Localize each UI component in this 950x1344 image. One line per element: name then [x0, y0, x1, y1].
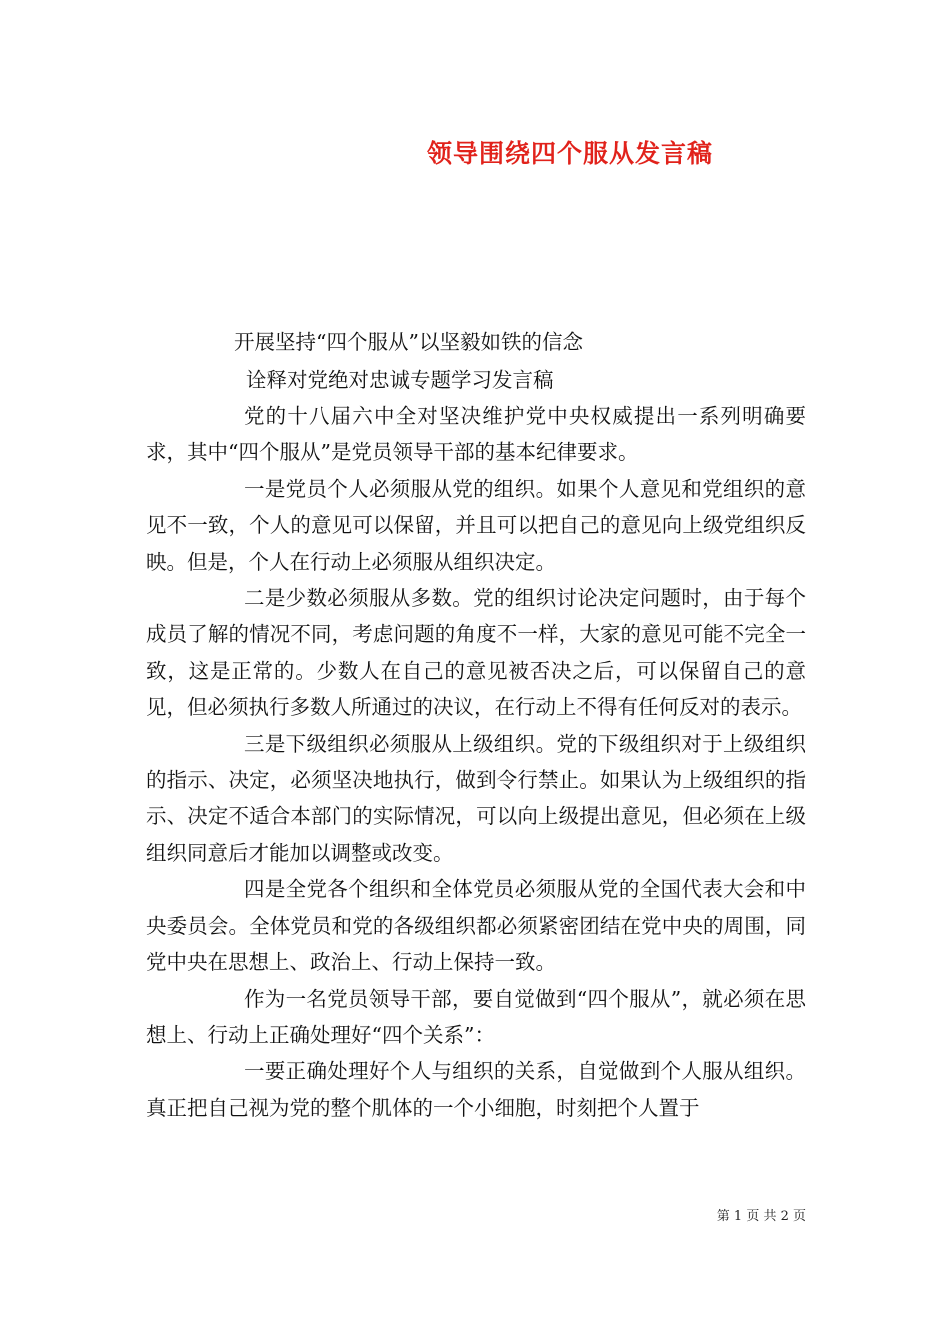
- paragraph-obey-1: 一是党员个人必须服从党的组织。如果个人意见和党组织的意见不一致，个人的意见可以保留，并且可以把自己的意见向上级党组织反映。但是，个人在行动上必须服从组织决定。: [146, 476, 806, 574]
- subtitle-line-1: 开展坚持“四个服从”以坚毅如铁的信念: [234, 330, 583, 354]
- paragraph-obey-3: 三是下级组织必须服从上级组织。党的下级组织对于上级组织的指示、决定，必须坚决地执行，做到令行禁止。如果认为上级组织的指示、决定不适合本部门的实际情况，可以向上级提出意见，但必须在上级组织同意后才能加以调整或改变。: [146, 731, 806, 865]
- subtitle-line-2: 诠释对党绝对忠诚专题学习发言稿: [246, 368, 554, 392]
- paragraph-relation-1: 一要正确处理好个人与组织的关系，自觉做到个人服从组织。真正把自己视为党的整个肌体的一个小细胞，时刻把个人置于: [146, 1059, 806, 1120]
- paragraph-intro: 党的十八届六中全对坚决维护党中央权威提出一系列明确要求，其中“四个服从”是党员领导干部的基本纪律要求。: [146, 404, 806, 465]
- document-title: 领导围绕四个服从发言稿: [426, 139, 713, 168]
- page-number: 第 1 页 共 2 页: [716, 1209, 806, 1224]
- paragraph-obey-4: 四是全党各个组织和全体党员必须服从党的全国代表大会和中央委员会。全体党员和党的各级组织都必须紧密团结在党中央的周围，同党中央在思想上、政治上、行动上保持一致。: [146, 877, 806, 975]
- document-body: [146, 398, 806, 1126]
- paragraph-four-relations: 作为一名党员领导干部，要自觉做到“四个服从”，就必须在思想上、行动上正确处理好“四个关系”：: [146, 986, 806, 1047]
- paragraph-obey-2: 二是少数必须服从多数。党的组织讨论决定问题时，由于每个成员了解的情况不同，考虑问题的角度不一样，大家的意见可能不完全一致，这是正常的。少数人在自己的意见被否决之后，可以保留自己的意见，但必须执行多数人所通过的决议，在行动上不得有任何反对的表示。: [146, 586, 806, 720]
